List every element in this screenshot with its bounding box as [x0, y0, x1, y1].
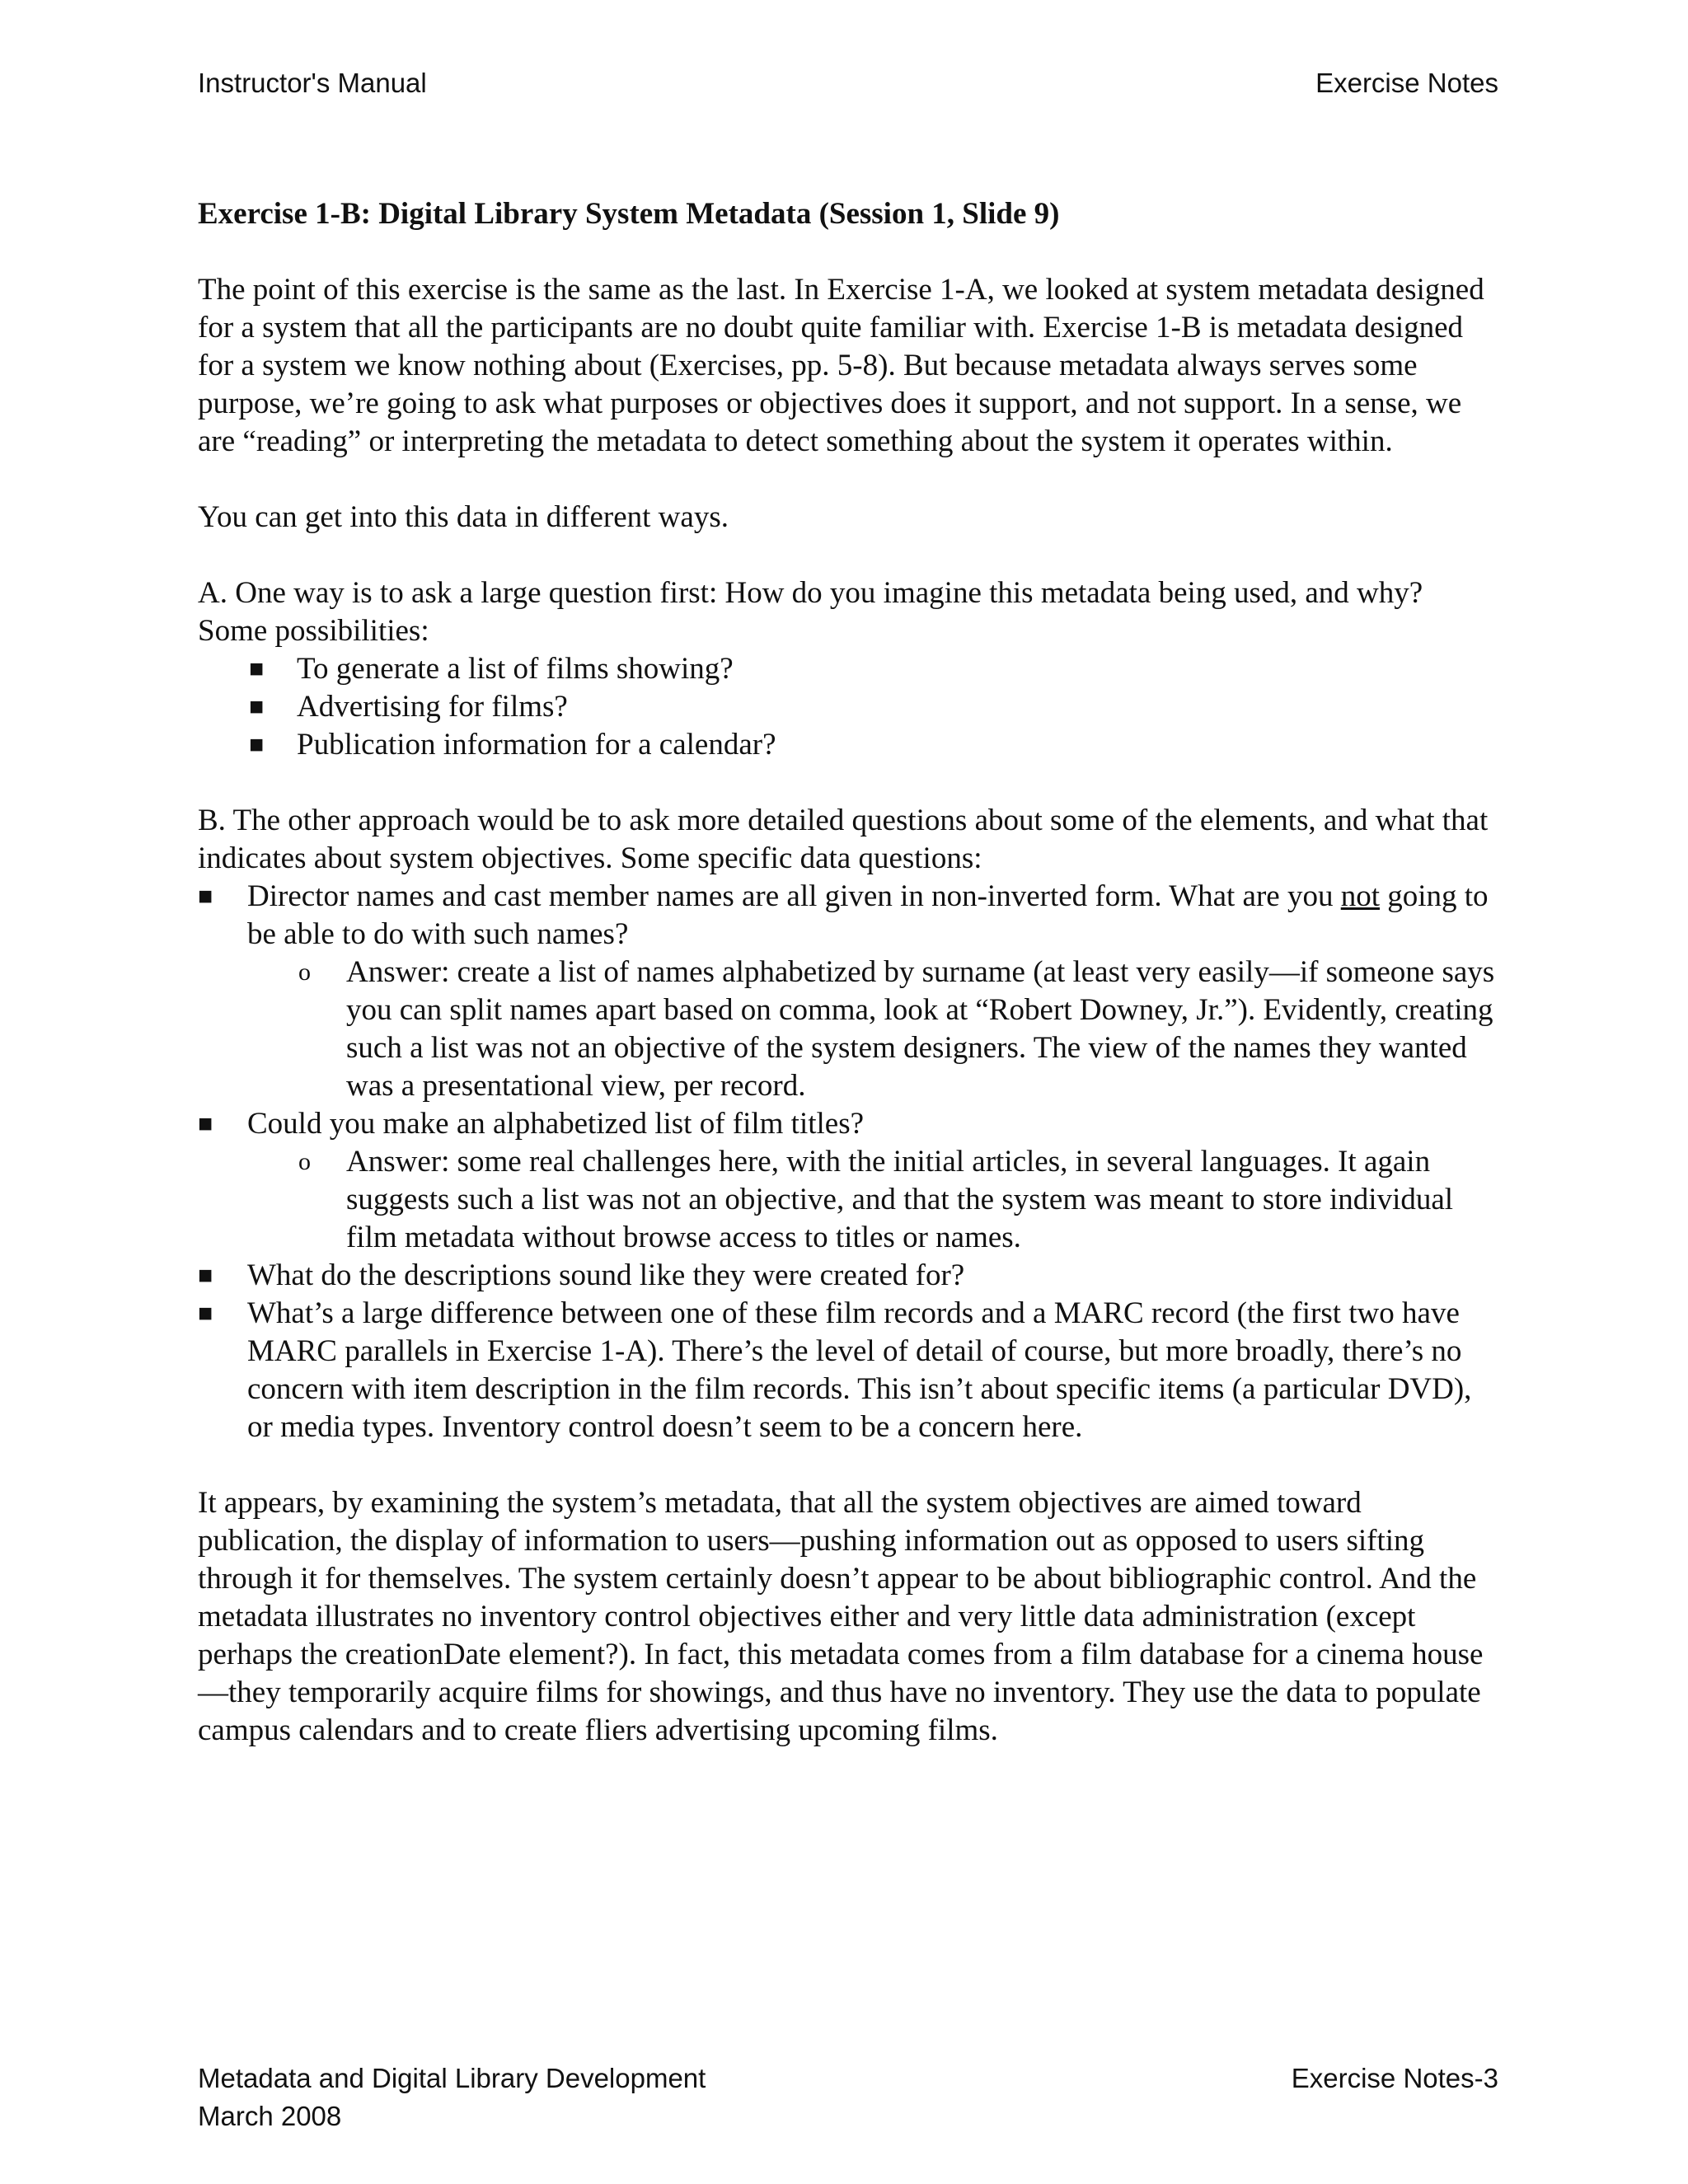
list-item-text: Publication information for a calendar? — [297, 728, 776, 762]
footer-page-number: Exercise Notes-3 — [1291, 2063, 1498, 2093]
list-item-text: To generate a list of films showing? — [297, 652, 734, 686]
question-text-part: Director names and cast member names are all given in non-inverted form. What are you — [247, 879, 1341, 913]
answer-list — [247, 1143, 1498, 1257]
question-text: What do the descriptions sound like they were created for? — [247, 1258, 965, 1292]
question-text — [247, 879, 1489, 951]
list-item-text: Advertising for films? — [297, 690, 568, 724]
running-footer — [198, 2060, 1498, 2135]
exercise-title: Exercise 1-B: Digital Library System Metadata (Session 1, Slide 9) — [198, 197, 1060, 231]
list-item — [198, 650, 1498, 688]
data-questions-list — [198, 878, 1498, 1446]
square-bullet-icon: ■ — [249, 731, 265, 758]
list-item — [198, 878, 1498, 1105]
answer-item — [247, 954, 1498, 1105]
list-item — [198, 1257, 1498, 1295]
approach-b-paragraph: B. The other approach would be to ask more detailed questions about some of the elements, and what that indicates about system objectives. Some specific data questions: — [198, 804, 1489, 875]
answer-list — [247, 954, 1498, 1105]
list-item — [198, 1105, 1498, 1257]
ways-paragraph: You can get into this data in different ways. — [198, 500, 729, 534]
intro-paragraph: The point of this exercise is the same as the last. In Exercise 1-A, we looked at system metadata designed for a system that all the participants are no doubt quite familiar with. Exercise 1-B is metadata designed for a system we know nothing about (Exercises, pp. 5-8). But because metadata always serves some purpose, we’re going to ask what purposes or objectives does it support, and not support. In a sense, we are “reading” or interpreting the metadata to detect something about the system it operates within. — [198, 273, 1484, 458]
square-bullet-icon: ■ — [198, 1300, 213, 1327]
underlined-word: not — [1340, 879, 1380, 913]
footer-left-line1: Metadata and Digital Library Development — [198, 2063, 706, 2093]
list-item — [198, 1295, 1498, 1446]
running-header — [198, 64, 1498, 102]
list-item — [198, 726, 1498, 764]
footer-left-line2: March 2008 — [198, 2101, 342, 2131]
document-body — [198, 195, 1498, 1788]
approach-a-paragraph: A. One way is to ask a large question first: How do you imagine this metadata being used, and why? Some possibilities: — [198, 576, 1423, 648]
circle-bullet-icon: o — [298, 1148, 311, 1175]
square-bullet-icon: ■ — [249, 655, 265, 682]
answer-text: Answer: create a list of names alphabetized by surname (at least very easily—if someone says you can split names apart based on comma, look at “Robert Downey, Jr.”). Evidently, creating such a list was not an objective of the system designers. The view of the names they wanted was a presentational view, per record. — [346, 955, 1495, 1103]
answer-text: Answer: some real challenges here, with the initial articles, in several languages. It again suggests such a list was not an objective, and that the system was meant to store individual film metadata without browse access to titles or names. — [346, 1145, 1454, 1254]
square-bullet-icon: ■ — [198, 1262, 213, 1289]
square-bullet-icon: ■ — [249, 693, 265, 720]
question-text: What’s a large difference between one of these film records and a MARC record (the first two have MARC parallels in Exercise 1-A). There’s the level of detail of course, but more broadly, there’s no concern with item description in the film records. This isn’t about specific items (a particular DVD), or media types. Inventory control doesn’t seem to be a concern here. — [247, 1296, 1472, 1444]
question-text: Could you make an alphabetized list of film titles? — [247, 1107, 865, 1141]
square-bullet-icon: ■ — [198, 883, 213, 910]
square-bullet-icon: ■ — [198, 1110, 213, 1137]
conclusion-paragraph: It appears, by examining the system’s metadata, that all the system objectives are aimed toward publication, the display of information to users—pushing information out as opposed to users sifting through it for themselves. The system certainly doesn’t appear to be about bibliographic control. And the metadata illustrates no inventory control objectives either and very little data administration (except perhaps the creationDate element?). In fact, this metadata comes from a film database for a cinema house—they temporarily acquire films for showings, and thus have no inventory. They use the data to populate campus calendars and to create fliers advertising upcoming films. — [198, 1486, 1484, 1747]
answer-item — [247, 1143, 1498, 1257]
header-right: Exercise Notes — [1315, 68, 1498, 98]
circle-bullet-icon: o — [298, 958, 311, 986]
list-item — [198, 688, 1498, 726]
question-text-part: going to be able to do with such names? — [247, 879, 1489, 951]
possibilities-list — [198, 650, 1498, 764]
header-left: Instructor's Manual — [198, 68, 427, 98]
